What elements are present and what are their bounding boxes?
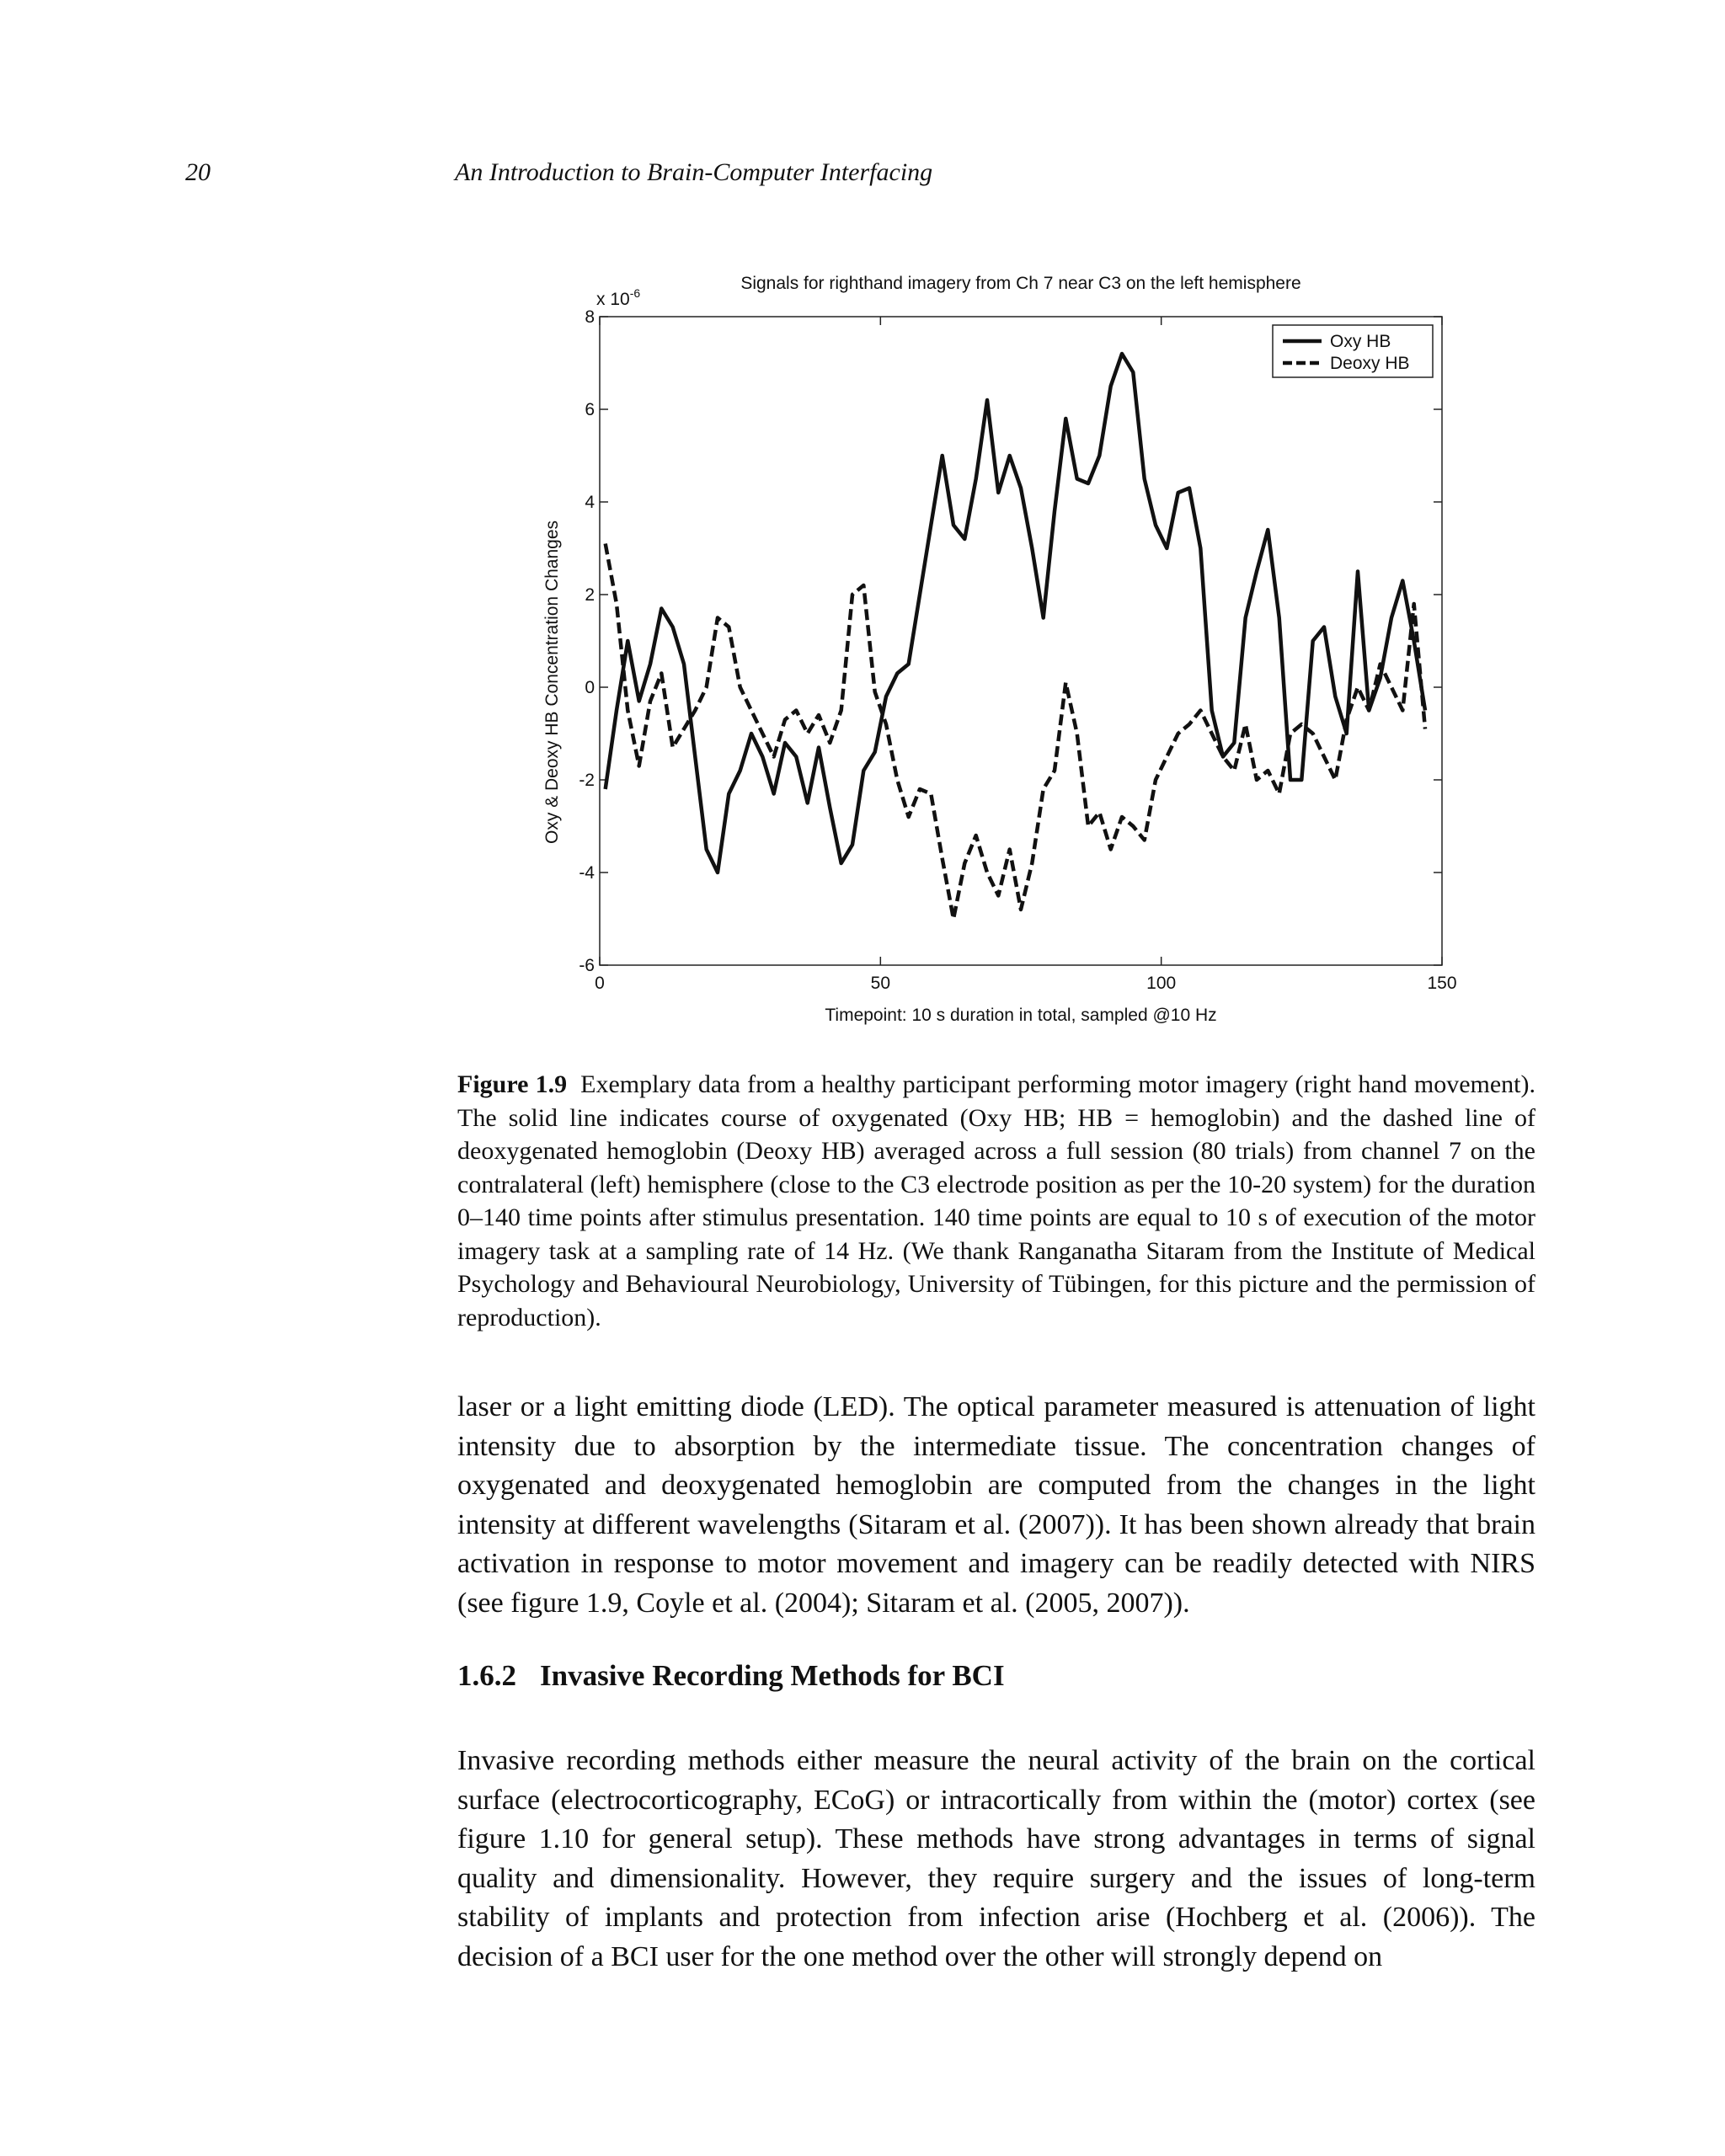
y-tick-label: 4: [585, 493, 595, 512]
legend-label: Oxy HB: [1330, 332, 1391, 351]
caption-text: Exemplary data from a healthy participant performing motor imagery (right hand movement). The solid line indicates course of oxygenated (Oxy HB; HB = hemoglobin) and the dashed line of deoxygenated hemoglobin (Deoxy HB) averaged across a full session (80 trials) from channel 7 on the contralateral (left) hemisphere (close to the C3 electrode position as per the 10-20 system) for the duration 0–140 time points after stimulus presentation. 140 time points are equal to 10 s of execution of the motor imagery task at a sampling rate of 14 Hz. (We thank Ranganatha Sitaram from the Institute of Medical Psychology and Behavioural Neurobiology, University of Tübingen, for this picture and the permission of reproduction).: [457, 1070, 1535, 1331]
y-tick-label: -6: [579, 956, 595, 975]
figure-1-9: [505, 253, 1482, 1027]
section-heading: [457, 1659, 1005, 1693]
x-tick-label: 0: [595, 974, 605, 993]
page-number: 20: [185, 158, 211, 186]
y-tick-label: 6: [585, 400, 595, 419]
running-title: An Introduction to Brain-Computer Interfacing: [455, 158, 933, 186]
section-number: 1.6.2: [457, 1659, 516, 1692]
x-tick-label: 100: [1146, 974, 1177, 993]
y-tick-label: -2: [579, 771, 595, 790]
x-axis-label: Timepoint: 10 s duration in total, sampled @10 Hz: [825, 1006, 1217, 1025]
y-tick-label: -4: [579, 863, 595, 883]
figure-label: Figure 1.9: [457, 1070, 568, 1098]
y-tick-label: 2: [585, 585, 595, 605]
series-line-oxy-hb: [606, 354, 1425, 873]
section-title: Invasive Recording Methods for BCI: [540, 1659, 1005, 1692]
x-tick-label: 150: [1427, 974, 1457, 993]
y-tick-label: 8: [585, 307, 595, 327]
y-tick-label: 0: [585, 678, 595, 697]
y-axis-multiplier: x $10^{-6}$: [596, 286, 641, 309]
figure-caption: [457, 1068, 1535, 1334]
body-paragraph-1: laser or a light emitting diode (LED). The optical parameter measured is attenuation of light intensity due to absorption by the intermediate tissue. The concentration changes of oxygenated and deoxygenated hemoglobin are computed from the changes in the light intensity at different wavelengths (Sitaram et al. (2007)). It has been shown already that brain activation in response to motor movement and imagery can be readily detected with NIRS (see figure 1.9, Coyle et al. (2004); Sitaram et al. (2005, 2007)).: [457, 1391, 1535, 1619]
body-paragraph-2: Invasive recording methods either measure the neural activity of the brain on the cortical surface (electrocorticography, ECoG) or intracortically from within the (motor) cortex (see figure 1.10 for general setup). These methods have strong advantages in terms of signal quality and dimensionality. However, they require surgery and the issues of long-term stability of implants and protection from infection arise (Hochberg et al. (2006)). The decision of a BCI user for the one method over the other will strongly depend on: [457, 1745, 1535, 1972]
chart-title: Signals for righthand imagery from Ch 7 near C3 on the left hemisphere: [740, 274, 1301, 293]
running-head: [0, 158, 1725, 200]
series-line-deoxy-hb: [606, 544, 1425, 920]
x-tick-label: 50: [870, 974, 891, 993]
plot-area-frame: [600, 317, 1442, 965]
legend-label: Deoxy HB: [1330, 354, 1410, 373]
nirs-line-chart: [505, 253, 1482, 1027]
y-axis-label: Oxy & Deoxy HB Concentration Changes: [542, 520, 562, 845]
